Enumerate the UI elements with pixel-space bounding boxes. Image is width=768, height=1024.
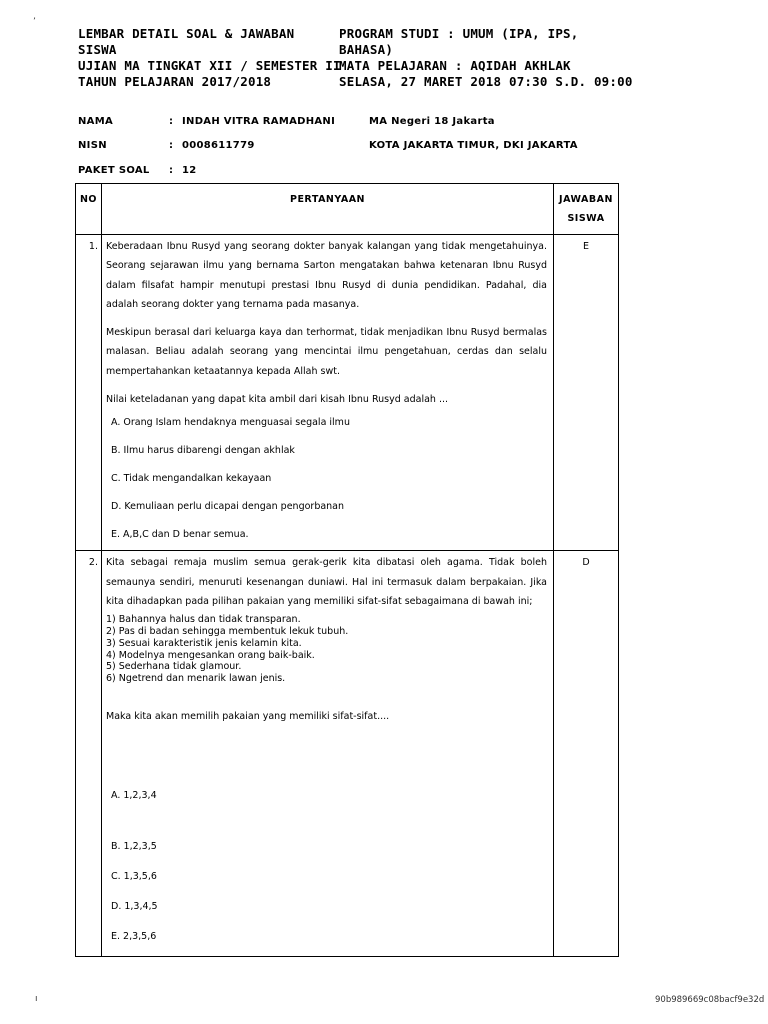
paket-separator: : — [169, 165, 174, 176]
answer-option: D. Kemuliaan perlu dicapai dengan pengorbanan — [111, 501, 345, 513]
header-answer-line: SISWA — [567, 213, 605, 224]
header-left-line: LEMBAR DETAIL SOAL & JAWABAN — [78, 26, 295, 41]
question-number: 1. — [76, 235, 102, 551]
header-left-line: TAHUN PELAJARAN 2017/2018 — [78, 74, 272, 89]
header-left — [78, 26, 341, 90]
list-item: 2) Pas di badan sehingga membentuk lekuk tubuh. — [106, 626, 349, 638]
answer-option: E. 2,3,5,6 — [111, 931, 157, 943]
question-prompt: Maka kita akan memilih pakaian yang memiliki sifat-sifat.... — [106, 711, 390, 723]
header-answer-line: JAWABAN — [559, 194, 613, 205]
answer-option: C. Tidak mengandalkan kekayaan — [111, 473, 272, 485]
header-right-line: MATA PELAJARAN : AQIDAH AKHLAK — [339, 58, 571, 73]
student-answer: E — [554, 235, 619, 551]
nisn-separator: : — [169, 140, 174, 151]
nama-separator: : — [169, 116, 174, 127]
question-body — [102, 551, 554, 957]
answer-option: D. 1,3,4,5 — [111, 901, 158, 913]
answer-option: B. Ilmu harus dibarengi dengan akhlak — [111, 445, 295, 457]
student-nisn: 0008611779 — [182, 140, 255, 151]
answer-option: E. A,B,C dan D benar semua. — [111, 529, 249, 541]
student-answer: D — [554, 551, 619, 957]
answer-option: A. Orang Islam hendaknya menguasai segala ilmu — [111, 417, 350, 429]
question-paragraph: Kita sebagai remaja muslim semua gerak-gerik kita dibatasi oleh agama. Tidak boleh semaunya sendiri, menuruti kesenangan duniawi. Hal ini termasuk dalam berpakaian. Jika kita dihadapkan pada pilihan pakaian yang memiliki sifat-sifat sebagaimana di bawah ini; — [106, 557, 547, 607]
answer-option: C. 1,3,5,6 — [111, 871, 157, 883]
list-item: 4) Modelnya mengesankan orang baik-baik. — [106, 649, 315, 661]
header-left-line: UJIAN MA TINGKAT XII / SEMESTER II — [78, 58, 341, 73]
header-right-line: PROGRAM STUDI : UMUM (IPA, IPS, — [339, 26, 579, 41]
question-paragraph: Keberadaan Ibnu Rusyd yang seorang dokter banyak kalangan yang tidak mengetahuinya. Seorang sejarawan ilmu yang bernama Sarton mengatakan bahwa ketenaran Ibnu Rusyd dalam filsafat hampir menutupi prestasi Ibnu Rusyd di dunia pendidikan. Padahal, dia adalah seorang dokter yang ternama pada masanya. — [106, 241, 547, 310]
questions-table — [75, 183, 619, 957]
answer-option: A. 1,2,3,4 — [111, 790, 157, 802]
corner-mark-bottom: ı — [35, 994, 38, 1004]
header-answer — [554, 184, 619, 235]
question-body — [102, 235, 554, 551]
header-no: NO — [76, 184, 102, 235]
document-id: 90b989669c08bacf9e32d — [655, 995, 765, 1005]
header-left-line: SISWA — [78, 42, 117, 57]
header-right — [339, 26, 633, 90]
question-prompt: Nilai keteladanan yang dapat kita ambil dari kisah Ibnu Rusyd adalah ... — [106, 394, 449, 406]
table-row — [76, 551, 619, 957]
nisn-label: NISN — [78, 140, 107, 151]
list-item: 6) Ngetrend dan menarik lawan jenis. — [106, 673, 286, 685]
table-row — [76, 235, 619, 551]
header-right-line: BAHASA) — [339, 42, 394, 57]
header-question: PERTANYAAN — [102, 184, 554, 235]
table-header-row — [76, 184, 619, 235]
header-right-line: SELASA, 27 MARET 2018 07:30 S.D. 09:00 — [339, 74, 633, 89]
question-paragraph: Meskipun berasal dari keluarga kaya dan terhormat, tidak menjadikan Ibnu Rusyd bermalas malasan. Beliau adalah seorang yang mencintai ilmu pengetahuan, cerdas dan selalu mempertahankan ketaatannya kepada Allah swt. — [106, 327, 547, 377]
answer-option: B. 1,2,3,5 — [111, 841, 157, 853]
school-name: MA Negeri 18 Jakarta — [369, 116, 495, 127]
list-item: 1) Bahannya halus dan tidak transparan. — [106, 614, 301, 626]
corner-mark-top: ’ — [33, 17, 36, 27]
list-item: 3) Sesuai karakteristik jenis kelamin kita. — [106, 637, 302, 649]
student-name: INDAH VITRA RAMADHANI — [182, 116, 336, 127]
question-number: 2. — [76, 551, 102, 957]
criteria-list — [106, 614, 547, 685]
paket-label: PAKET SOAL — [78, 165, 150, 176]
list-item: 5) Sederhana tidak glamour. — [106, 661, 242, 673]
paket-value: 12 — [182, 165, 197, 176]
nama-label: NAMA — [78, 116, 113, 127]
school-city: KOTA JAKARTA TIMUR, DKI JAKARTA — [369, 140, 578, 151]
